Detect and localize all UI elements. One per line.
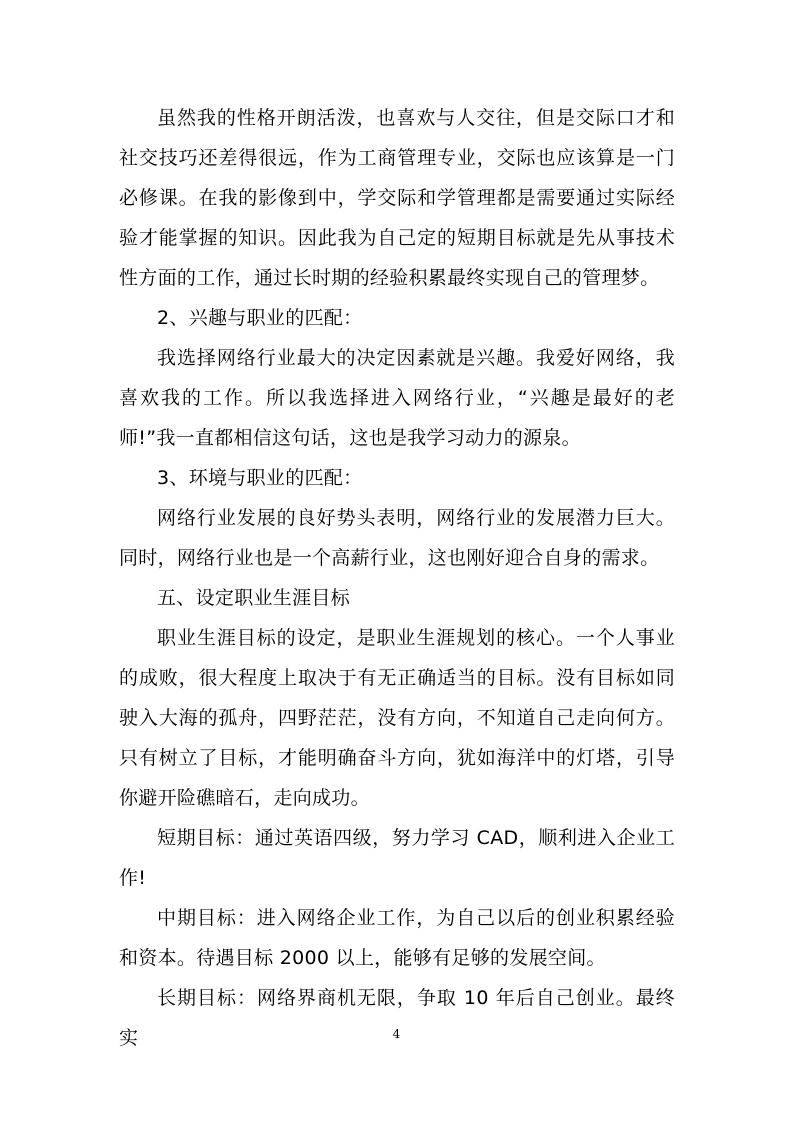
paragraph-environment: 网络行业发展的良好势头表明，网络行业的发展潜力巨大。同时，网络行业也是一个高薪行业，这也刚好迎合自身的需求。 [119, 507, 675, 569]
document-body [119, 98, 675, 1058]
paragraph-interest: 我选择网络行业最大的决定因素就是兴趣。我爱好网络，我喜欢我的工作。所以我选择进入网络行业，“兴趣是最好的老师!”我一直都相信这句话，这也是我学习动力的源泉。 [119, 347, 675, 449]
heading-interest-match: 2、兴趣与职业的匹配： [157, 307, 363, 329]
paragraph-short-term-goal: 短期目标：通过英语四级，努力学习 CAD，顺利进入企业工作! [119, 827, 675, 889]
paragraph-long-term-goal: 长期目标：网络界商机无限，争取 10 年后自己创业。最终实 [119, 987, 675, 1049]
paragraph-goal-setting: 职业生涯目标的设定，是职业生涯规划的核心。一个人事业的成败，很大程度上取决于有无正确适当的目标。没有目标如同驶入大海的孤舟，四野茫茫，没有方向，不知道自己走向何方。只有树立了目标，才能明确奋斗方向，犹如海洋中的灯塔，引导你避开险礁暗石，走向成功。 [119, 627, 675, 809]
paragraph-mid-term-goal: 中期目标：进入网络企业工作，为自己以后的创业积累经验和资本。待遇目标 2000 以上，能够有足够的发展空间。 [119, 907, 675, 969]
page-number: 4 [392, 1027, 401, 1041]
heading-career-goals: 五、设定职业生涯目标 [157, 587, 351, 609]
heading-environment-match: 3、环境与职业的匹配： [157, 467, 363, 489]
paragraph-social-skills: 虽然我的性格开朗活泼，也喜欢与人交往，但是交际口才和社交技巧还差得很远，作为工商管理专业，交际也应该算是一门必修课。在我的影像到中，学交际和学管理都是需要通过实际经验才能掌握的知识。因此我为自己定的短期目标就是先从事技术性方面的工作，通过长时期的经验积累最终实现自己的管理梦。 [119, 107, 675, 289]
